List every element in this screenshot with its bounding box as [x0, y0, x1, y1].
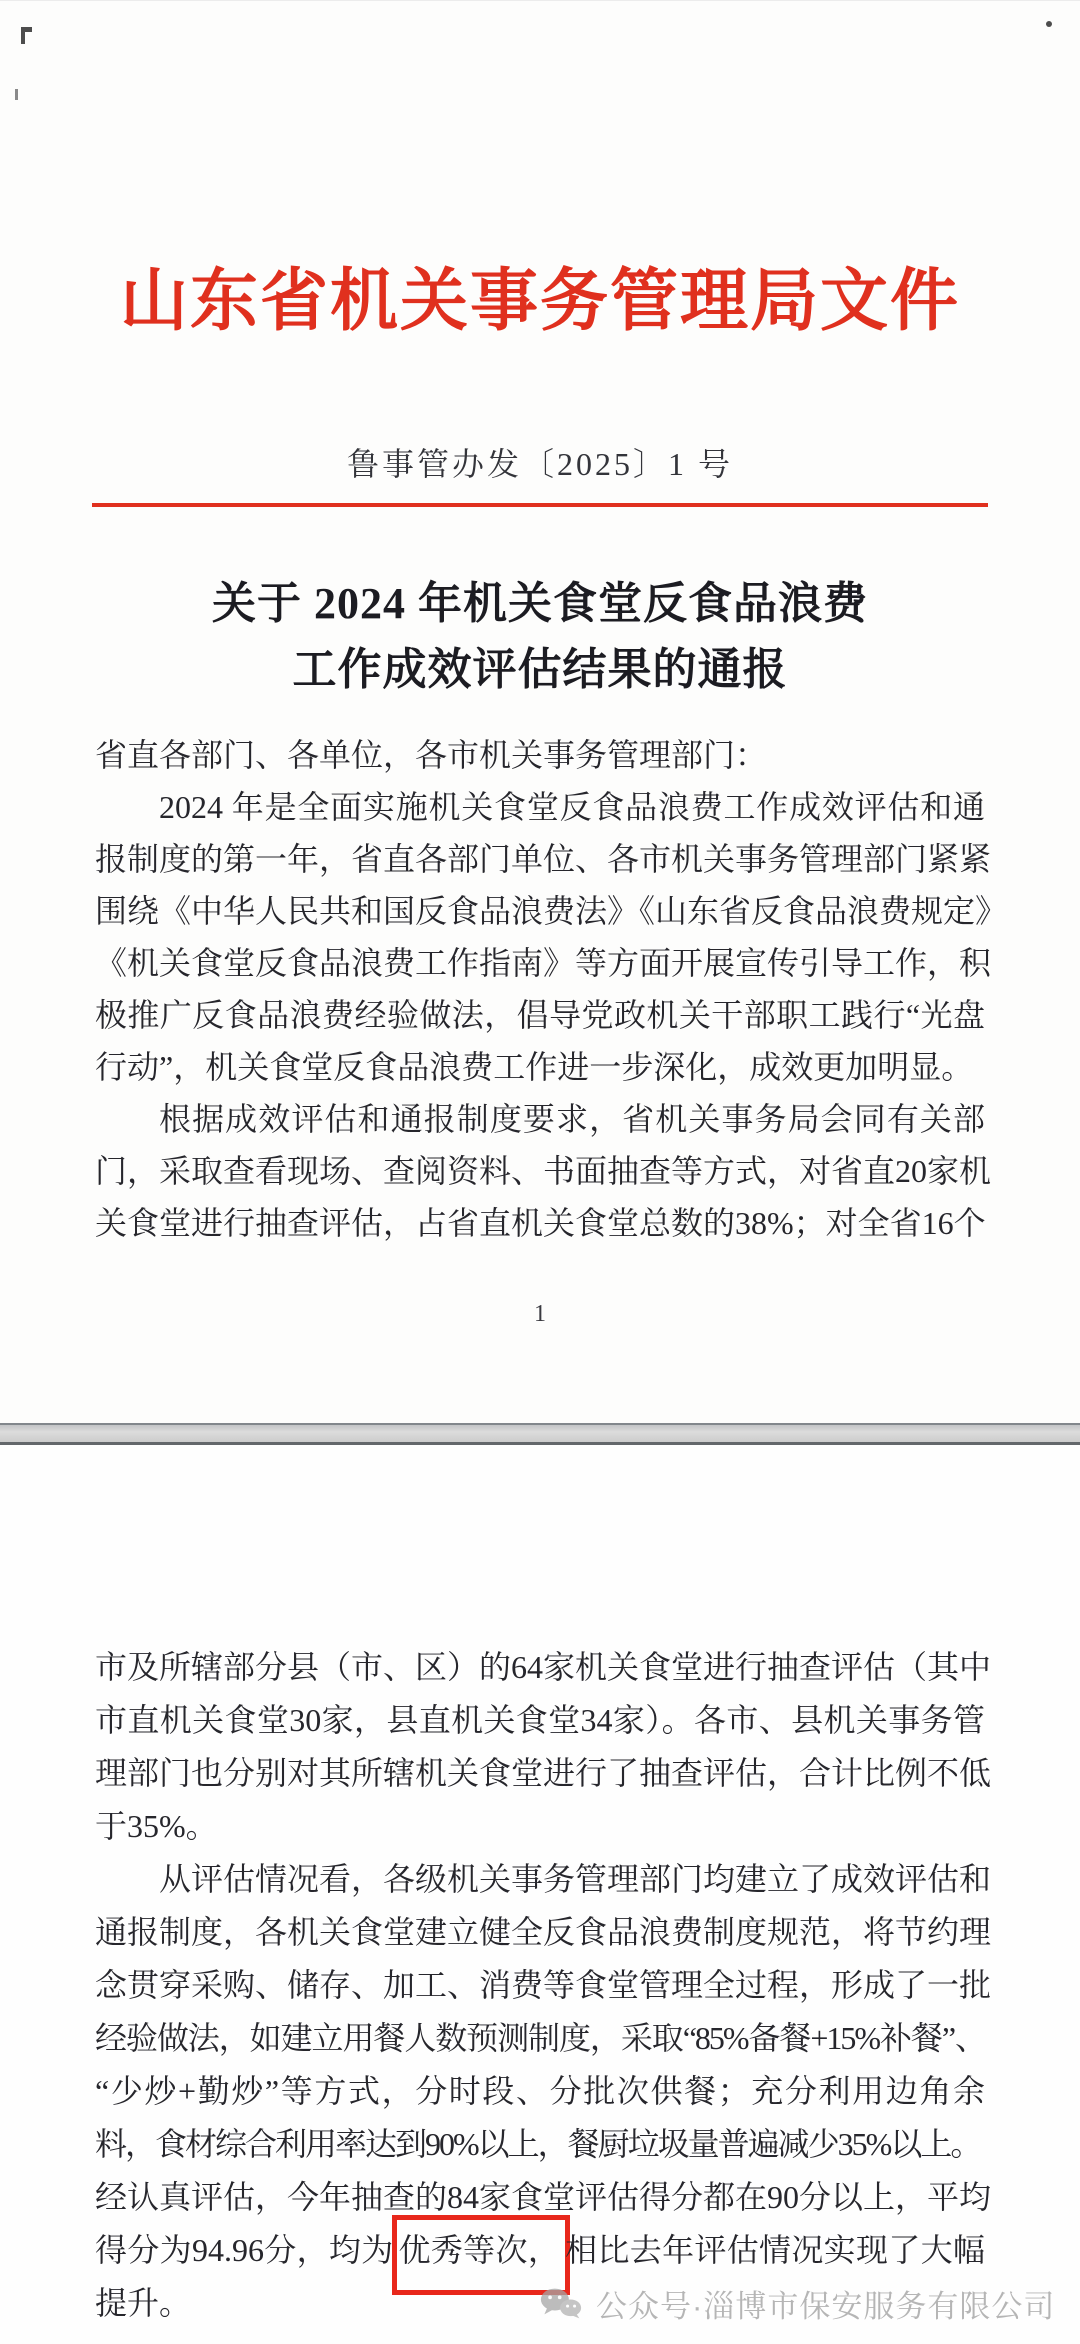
- text-segment: 理部门也分别对其所辖机关食堂进行了抽查评估，合计比例不低: [95, 1755, 992, 1791]
- document-text-line: [95, 1041, 985, 1093]
- text-segment: 念贯穿采购、储存、加工、消费等食堂管理全过程，形成了一批: [95, 1967, 992, 2003]
- text-segment: 通报制度，各机关食堂建立健全反食品浪费制度规范，将节约理: [95, 1914, 992, 1950]
- document-text-line: [95, 729, 985, 781]
- text-segment: 从评估情况看，各级机关事务管理部门均建立了成效评估和: [159, 1861, 992, 1897]
- text-segment: 报制度的第一年，省直各部门单位、各市机关事务管理部门紧紧: [95, 841, 992, 877]
- document-title-line-1: 关于 2024 年机关食堂反食品浪费: [212, 579, 868, 628]
- document-text-line: [95, 1800, 985, 1853]
- document-text-line: [95, 2012, 985, 2065]
- page1-body-text: [95, 729, 1008, 1249]
- text-segment: 2024 年是全面实施机关食堂反食品浪费工作成效评估和通: [159, 789, 985, 825]
- wechat-icon: [540, 2287, 582, 2319]
- document-text-line: [95, 1197, 985, 1249]
- text-segment: 围绕《中华人民共和国反食品浪费法》《山东省反食品浪费规定》: [95, 893, 1008, 929]
- document-text-line: [95, 885, 1008, 937]
- document-text-line: [95, 1641, 992, 1694]
- document-text-line: [95, 1853, 992, 1906]
- document-text-line: [95, 781, 985, 833]
- document-text-line: [95, 1694, 985, 1747]
- text-segment: “少炒+勤炒”等方式，分时段、分批次供餐；充分利用边角余: [95, 2073, 985, 2109]
- text-segment: 省直各部门、各单位，各市机关事务管理部门：: [95, 737, 768, 773]
- scan-artifact: [21, 27, 25, 44]
- text-segment: 关食堂进行抽查评估，占省直机关食堂总数的38%；对全省16个: [95, 1205, 986, 1241]
- document-text-line: [95, 1906, 992, 1959]
- document-text-line: [95, 989, 985, 1041]
- document-text-line: [95, 833, 992, 885]
- document-text-line: [95, 2065, 985, 2118]
- document-text-line: [95, 1145, 992, 1197]
- text-segment: 根据成效评估和通报制度要求，省机关事务局会同有关部: [159, 1101, 985, 1137]
- text-segment: 门，采取查看现场、查阅资料、书面抽查等方式，对省直20家机: [95, 1153, 992, 1189]
- text-segment: 市及所辖部分县（市、区）的64家机关食堂进行抽查评估（其中: [95, 1649, 992, 1685]
- document-text-line: [95, 937, 992, 989]
- document-text-line: [95, 2118, 985, 2171]
- red-highlight-box: 优秀等次，: [392, 2215, 571, 2295]
- document-number: 鲁事管办发〔2025〕1 号: [346, 446, 733, 482]
- text-segment: 于35%。: [95, 1808, 218, 1844]
- document-text-line: [95, 1747, 992, 1800]
- document-title-line-2: 工作成效评估结果的通报: [292, 645, 788, 694]
- text-segment: 提升。: [95, 2285, 192, 2321]
- watermark: [540, 2281, 1055, 2325]
- scan-artifact: [1046, 21, 1052, 27]
- text-segment: 《机关食堂反食品浪费工作指南》等方面开展宣传引导工作，积: [95, 945, 992, 981]
- document-text-line: [95, 1959, 992, 2012]
- text-segment: 极推广反食品浪费经验做法，倡导党政机关干部职工践行“光盘: [95, 997, 985, 1033]
- red-divider-line: [92, 503, 988, 507]
- watermark-text: 公众号·淄博市保安服务有限公司: [596, 2288, 1056, 2324]
- text-segment: 市直机关食堂30家，县直机关食堂34家）。各市、县机关事务管: [95, 1702, 985, 1738]
- document-page-2: [0, 1442, 1080, 2344]
- text-segment: 经认真评估，今年抽查的84家食堂评估得分都在90分以上，平均: [95, 2179, 992, 2215]
- scan-artifact: [15, 89, 18, 100]
- text-segment: 得分为94.96分，均为: [95, 2232, 394, 2268]
- text-segment: 经验做法，如建立用餐人数预测制度，采取“85%备餐+15%补餐”、: [95, 2020, 985, 2056]
- text-segment: 相比去年评估情况实现了大幅: [565, 2232, 985, 2268]
- text-segment: 行动”，机关食堂反食品浪费工作进一步深化，成效更加明显。: [95, 1049, 974, 1085]
- document-text-line: [95, 1093, 985, 1145]
- page-number: 1: [534, 1301, 546, 1327]
- text-segment: 料，食材综合利用率达到90%以上，餐厨垃圾量普遍减少35%以上。: [95, 2126, 981, 2162]
- document-text-line: [95, 2224, 985, 2277]
- red-letterhead-title: 山东省机关事务管理局文件: [119, 263, 960, 339]
- page-separator-gap: [0, 1425, 1080, 1442]
- page2-body-text: [95, 1641, 992, 2330]
